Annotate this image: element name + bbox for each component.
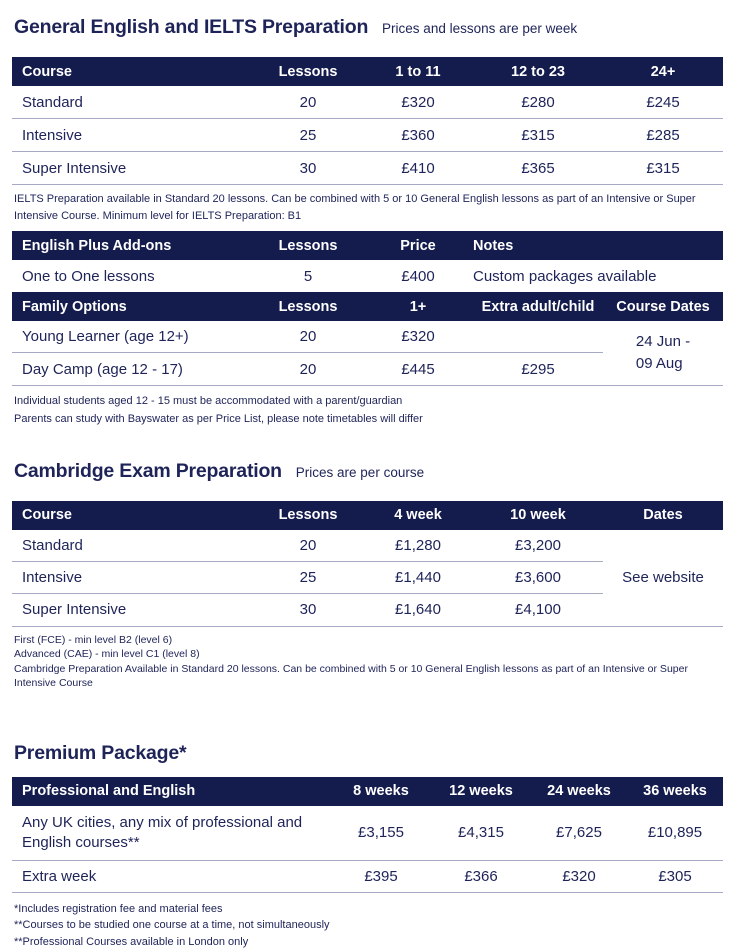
cell-lessons: 30 (299, 601, 317, 619)
cell-price: £315 (646, 159, 680, 177)
column-header-course: Course (22, 63, 72, 80)
column-header-lessons: Lessons (278, 298, 338, 315)
table-header-row (12, 57, 723, 86)
column-header-10week: 10 week (510, 507, 566, 524)
column-header-dates: Course Dates (616, 298, 710, 315)
column-header-36weeks: 36 weeks (643, 783, 707, 800)
column-header-lessons: Lessons (278, 507, 338, 524)
cell-price: £410 (401, 159, 435, 177)
cell-price: £7,625 (556, 824, 602, 842)
section-subtitle: Prices are per course (295, 464, 425, 480)
column-header-8weeks: 8 weeks (353, 783, 409, 800)
cell-notes: Custom packages available (473, 267, 657, 285)
section-cambridge-title-block (14, 454, 723, 485)
table-row (12, 152, 723, 185)
ielts-note: IELTS Preparation available in Standard 20 lessons. Can be combined with 5 or 10 General English lessons as part of an Intensive or Super Intensive Course. Minimum level for IELTS Preparation: B1 (14, 193, 696, 222)
column-header-course: Course (22, 507, 72, 524)
table-row (12, 260, 723, 292)
cambridge-notes (14, 633, 721, 691)
cell-course: Young Learner (age 12+) (12, 321, 253, 353)
cell-lessons: 20 (299, 93, 317, 111)
section-general-title-block (14, 10, 723, 41)
cell-package: Any UK cities, any mix of professional and English courses** (22, 813, 303, 851)
cell-price: £445 (401, 360, 435, 378)
see-website-text: See website (622, 569, 704, 587)
cell-lessons: 25 (299, 126, 317, 144)
cell-course: Standard (12, 530, 253, 562)
cell-addon-name: One to One lessons (22, 267, 155, 285)
cell-price: £400 (401, 267, 435, 285)
column-header-1to11: 1 to 11 (395, 63, 441, 80)
column-header-professional: Professional and English (22, 783, 196, 800)
cell-price: £1,640 (395, 601, 441, 619)
column-header-lessons: Lessons (278, 63, 338, 80)
cell-course: Intensive (22, 126, 83, 144)
column-header-notes: Notes (473, 237, 514, 254)
cell-price: £320 (562, 867, 596, 885)
cell-price: £4,100 (515, 601, 561, 619)
premium-footnotes (14, 901, 721, 950)
note-text: First (FCE) - min level B2 (level 6) (14, 633, 173, 646)
course-dates-line2: 09 Aug (635, 355, 683, 372)
dates-span-cell (603, 530, 723, 626)
cell-price: £295 (521, 360, 555, 378)
cell-price (473, 321, 603, 353)
table-row (12, 861, 723, 893)
cambridge-table (12, 501, 723, 627)
family-notes (14, 392, 721, 429)
course-dates-line1: 24 Jun - (635, 333, 691, 351)
column-header-extra: Extra adult/child (481, 298, 595, 315)
table-header-row (12, 231, 723, 260)
section-subtitle: Prices and lessons are per week (382, 21, 578, 36)
footnote-text: **Courses to be studied one course at a time, not simultaneously (14, 919, 330, 932)
column-header-dates: Dates (643, 507, 683, 524)
table-row (12, 806, 723, 861)
cell-price: £366 (464, 867, 498, 885)
cell-price: £320 (401, 93, 435, 111)
column-header-4week: 4 week (394, 507, 442, 524)
cell-price: £245 (646, 93, 680, 111)
cell-lessons: 20 (299, 360, 317, 378)
cell-course: Standard (22, 93, 83, 111)
cell-price: £4,315 (458, 824, 504, 842)
cell-price: £3,200 (473, 530, 603, 562)
cell-price: £395 (364, 867, 398, 885)
column-header-12to23: 12 to 23 (511, 63, 565, 80)
cell-lessons: 20 (253, 321, 363, 353)
cell-price: £3,155 (358, 824, 404, 842)
table-row (12, 86, 723, 119)
table-header-row (12, 501, 723, 530)
cell-course: Super Intensive (22, 601, 127, 619)
course-dates-cell (603, 321, 723, 385)
cell-price: £10,895 (647, 824, 703, 842)
section-title: Cambridge Exam Preparation (14, 459, 282, 482)
general-english-table (12, 57, 723, 185)
footnote-text: *Includes registration fee and material fees (14, 902, 223, 915)
table-header-row (12, 292, 723, 321)
cell-lessons: 20 (253, 530, 363, 562)
cell-lessons: 5 (303, 267, 313, 285)
cell-price: £1,280 (363, 530, 473, 562)
footnote-text: **Professional Courses available in London only (14, 935, 249, 948)
section-title: General English and IELTS Preparation (14, 16, 369, 38)
cell-course: Intensive (12, 562, 253, 594)
note-text: Individual students aged 12 - 15 must be accommodated with a parent/guardian (14, 395, 403, 407)
cell-price: £3,600 (473, 562, 603, 594)
cell-price: £1,440 (363, 562, 473, 594)
table-row (12, 119, 723, 152)
cell-price: £285 (646, 126, 680, 144)
cell-lessons: 25 (253, 562, 363, 594)
cell-price: £305 (658, 867, 692, 885)
column-header-family: Family Options (22, 298, 127, 315)
note-text: Cambridge Preparation Available in Standard 20 lessons. Can be combined with 5 or 10 General English lessons as part of an Intensive or Super Intensive Course (14, 662, 688, 690)
cell-price: £280 (521, 93, 555, 111)
column-header-1plus: 1+ (409, 298, 427, 315)
cell-price: £315 (521, 126, 555, 144)
addons-table (12, 231, 723, 292)
cell-price: £360 (401, 126, 435, 144)
section-premium-title-block (14, 736, 723, 765)
section-title: Premium Package* (14, 741, 187, 764)
column-header-lessons: Lessons (278, 237, 338, 254)
cell-course: Super Intensive (22, 159, 127, 177)
cell-price: £365 (521, 159, 555, 177)
column-header-addons: English Plus Add-ons (22, 237, 172, 254)
column-header-24plus: 24+ (650, 63, 676, 80)
cell-lessons: 30 (299, 159, 317, 177)
cell-package: Extra week (22, 867, 97, 885)
note-text: Advanced (CAE) - min level C1 (level 8) (14, 648, 200, 661)
premium-table (12, 777, 723, 893)
cell-price: £320 (363, 321, 473, 353)
family-options-table (12, 292, 723, 386)
cell-course: Day Camp (age 12 - 17) (22, 360, 183, 378)
table-header-row (12, 777, 723, 806)
note-text: Parents can study with Bayswater as per Price List, please note timetables will differ (14, 413, 423, 426)
column-header-12weeks: 12 weeks (449, 783, 513, 800)
column-header-price: Price (400, 237, 436, 254)
column-header-24weeks: 24 weeks (547, 783, 611, 800)
